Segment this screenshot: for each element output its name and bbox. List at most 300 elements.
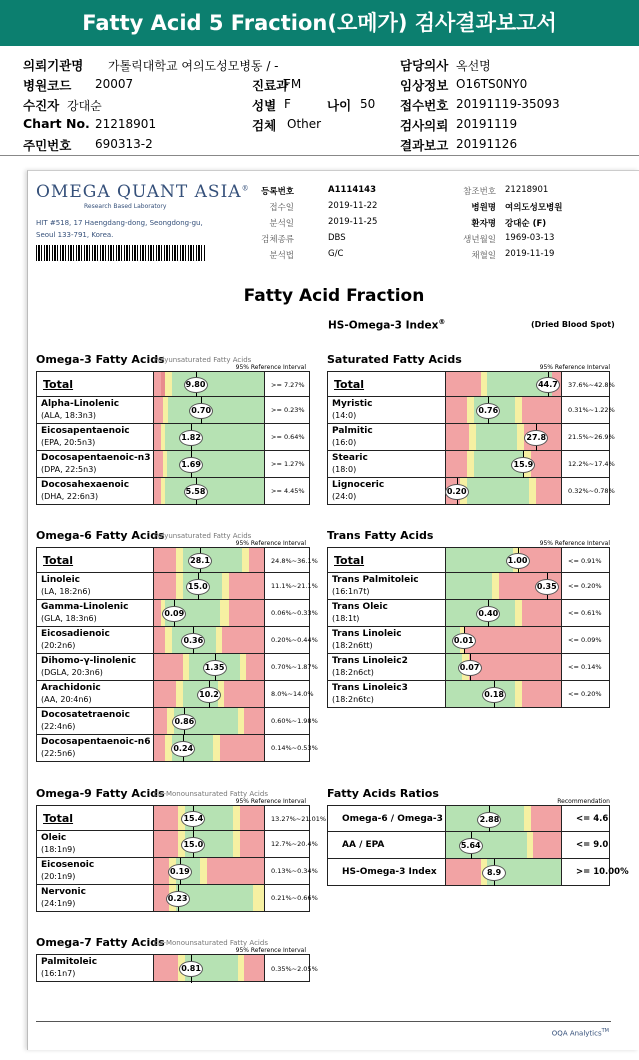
row-name: Trans Linoleic bbox=[332, 629, 402, 639]
meta-label: 분석일 bbox=[269, 219, 294, 229]
bar-zone bbox=[469, 424, 476, 450]
patient-label: 병원코드 bbox=[23, 78, 72, 93]
bar-zone bbox=[533, 832, 561, 858]
row-total-label: Total bbox=[43, 554, 74, 567]
lab-logo bbox=[36, 182, 250, 202]
reference-interval-label: 95% Reference Interval bbox=[235, 798, 306, 805]
value-bubble: 1.82 bbox=[179, 430, 203, 446]
bar-zone bbox=[154, 735, 165, 761]
bar-zone bbox=[244, 955, 264, 981]
patient-value: 20191119-35093 bbox=[456, 97, 560, 111]
patient-label: 나이 bbox=[327, 98, 352, 113]
reference-range: 13.27%~21.01% bbox=[271, 814, 327, 823]
bar-zone bbox=[467, 397, 474, 423]
value-bubble: 44.7 bbox=[536, 377, 560, 393]
value-bubble: 10.2 bbox=[197, 687, 221, 703]
meta-value: A1114143 bbox=[328, 185, 376, 195]
lab-trademark: ® bbox=[241, 184, 250, 193]
value-bubble: 9.80 bbox=[184, 377, 208, 393]
dbs-label: (Dried Blood Spot) bbox=[531, 320, 615, 329]
value-bubble: 0.07 bbox=[458, 660, 482, 676]
fatty-acid-row bbox=[36, 451, 310, 478]
meta-label: 병원명 bbox=[471, 203, 496, 213]
bar-zone bbox=[517, 424, 524, 450]
lab-name: OMEGA QUANT ASIA bbox=[36, 182, 242, 202]
patient-value: 강대순 bbox=[67, 99, 102, 113]
bar-zone bbox=[154, 600, 161, 626]
meta-value: 2019-11-22 bbox=[328, 201, 378, 211]
bar-zone bbox=[242, 548, 249, 572]
patient-value: 가톨릭대학교 여의도성모병동 / - bbox=[108, 59, 279, 73]
section-subtitle: cis-Monounsaturated Fatty Acids bbox=[154, 790, 268, 798]
bar-zone bbox=[446, 548, 513, 572]
section-title: Omega-7 Fatty Acids bbox=[36, 936, 165, 949]
bar-zone bbox=[154, 831, 178, 857]
value-bubble: 2.88 bbox=[477, 812, 501, 828]
patient-label: 임상정보 bbox=[400, 78, 449, 93]
bar-zone bbox=[220, 735, 264, 761]
reference-bar bbox=[445, 806, 562, 831]
reference-bar bbox=[445, 397, 562, 423]
bar-zone bbox=[467, 478, 529, 504]
barcode bbox=[36, 245, 206, 261]
row-total-label: Total bbox=[334, 378, 365, 391]
bar-zone bbox=[244, 708, 264, 734]
bar-zone bbox=[469, 654, 561, 680]
patient-label: 주민번호 bbox=[23, 138, 72, 153]
bar-zone bbox=[216, 627, 223, 653]
row-subname: (18:1n9) bbox=[41, 845, 76, 854]
row-name: Eicosadienoic bbox=[41, 629, 110, 639]
lab-tagline: Research Based Laboratory bbox=[84, 203, 167, 210]
row-total-label: Total bbox=[43, 812, 74, 825]
value-bubble: 0.23 bbox=[166, 891, 190, 907]
row-name: Dihomo-γ-linolenic bbox=[41, 656, 137, 666]
row-name: Docosapentaenoic-n6 bbox=[41, 737, 151, 747]
value-bubble: 0.24 bbox=[171, 741, 195, 757]
fatty-acid-row bbox=[327, 627, 610, 654]
value-bubble: 5.64 bbox=[459, 838, 483, 854]
bar-zone bbox=[207, 858, 264, 884]
bar-zone bbox=[220, 600, 229, 626]
fatty-acid-row bbox=[36, 424, 310, 451]
reference-bar bbox=[153, 424, 265, 450]
section-title: Omega-6 Fatty Acids bbox=[36, 529, 165, 542]
bar-zone bbox=[233, 806, 240, 830]
fatty-acid-row bbox=[327, 573, 610, 600]
bar-zone bbox=[446, 397, 467, 423]
bar-zone bbox=[238, 955, 245, 981]
patient-value: 690313-2 bbox=[95, 137, 153, 151]
fatty-acid-row bbox=[36, 573, 318, 600]
row-name: Docosahexaenoic bbox=[41, 480, 130, 490]
row-subname: (DHA, 22:6n3) bbox=[41, 492, 99, 501]
row-name: Docosapentaenoic-n3 bbox=[41, 453, 151, 463]
bar-zone bbox=[522, 681, 561, 707]
fatty-acid-row bbox=[36, 735, 318, 762]
meta-value: G/C bbox=[328, 249, 344, 259]
value-bubble: 15.9 bbox=[511, 457, 535, 473]
reference-range: 11.1%~21.1% bbox=[271, 582, 318, 590]
bar-zone bbox=[253, 885, 264, 911]
value-bubble: 0.36 bbox=[181, 633, 205, 649]
reference-range: 24.8%~36.1% bbox=[271, 556, 318, 565]
row-name: Linoleic bbox=[41, 575, 81, 585]
fatty-acid-row bbox=[327, 654, 610, 681]
reference-range: <= 0.20% bbox=[568, 690, 602, 698]
bar-zone bbox=[154, 451, 163, 477]
value-bubble: 1.35 bbox=[203, 660, 227, 676]
fatty-acid-row bbox=[327, 397, 615, 424]
patient-value: 20191126 bbox=[456, 137, 518, 151]
value-bubble: 0.19 bbox=[168, 864, 192, 880]
reference-bar bbox=[153, 806, 265, 830]
row-name: Docosatetraenoic bbox=[41, 710, 130, 720]
lab-address-2: Seoul 133-791, Korea. bbox=[36, 231, 114, 239]
row-subname: (24:1n9) bbox=[41, 899, 76, 908]
row-subname: (22:5n6) bbox=[41, 749, 76, 758]
row-name: Trans Linoleic2 bbox=[332, 656, 408, 666]
meta-value: DBS bbox=[328, 233, 346, 243]
fatty-acid-row bbox=[327, 547, 610, 573]
bar-zone bbox=[183, 654, 190, 680]
reference-range: <= 9.0 bbox=[576, 840, 609, 850]
reference-range: <= 0.91% bbox=[568, 556, 602, 565]
bar-zone bbox=[240, 806, 264, 830]
patient-value: Other bbox=[287, 117, 322, 131]
patient-label: 접수번호 bbox=[400, 98, 449, 113]
reference-bar bbox=[153, 627, 265, 653]
fatty-acid-row bbox=[327, 600, 610, 627]
meta-value: 2019-11-19 bbox=[505, 249, 555, 259]
fatty-acid-row bbox=[36, 858, 318, 885]
bar-zone bbox=[154, 654, 183, 680]
bar-zone bbox=[446, 573, 492, 599]
value-bubble: 0.20 bbox=[445, 484, 469, 500]
reference-interval-label: 95% Reference Interval bbox=[539, 540, 610, 547]
value-bubble: 28.1 bbox=[188, 553, 212, 569]
reference-range: 0.21%~0.66% bbox=[271, 894, 318, 902]
row-name: Lignoceric bbox=[332, 480, 385, 490]
bar-zone bbox=[154, 478, 161, 504]
row-name: Arachidonic bbox=[41, 683, 101, 693]
section-subtitle: Polyunsaturated Fatty Acids bbox=[154, 356, 252, 364]
reference-range: >= 4.45% bbox=[271, 487, 305, 495]
reference-range: 12.7%~20.4% bbox=[271, 840, 318, 848]
fatty-acid-row bbox=[36, 805, 327, 831]
row-subname: (ALA, 18:3n3) bbox=[41, 411, 97, 420]
bar-zone bbox=[154, 806, 178, 830]
value-bubble: 15.0 bbox=[181, 837, 205, 853]
bar-zone bbox=[154, 372, 161, 396]
bar-zone bbox=[481, 372, 488, 396]
row-subname: (AA, 20:4n6) bbox=[41, 695, 92, 704]
bar-zone bbox=[240, 831, 264, 857]
row-name: Stearic bbox=[332, 453, 368, 463]
patient-value: 50 bbox=[360, 97, 376, 111]
reference-range: 0.70%~1.87% bbox=[271, 663, 318, 671]
patient-value: 옥선명 bbox=[456, 59, 491, 73]
fatty-acid-row bbox=[327, 424, 615, 451]
patient-value: O16TS0NY0 bbox=[456, 77, 528, 91]
bar-zone bbox=[531, 451, 561, 477]
fatty-acid-row bbox=[36, 371, 310, 397]
bar-zone bbox=[229, 573, 264, 599]
bar-zone bbox=[476, 424, 517, 450]
footer-divider bbox=[36, 1021, 611, 1022]
fatty-acid-row bbox=[36, 397, 310, 424]
row-name: Trans Palmitoleic bbox=[332, 575, 419, 585]
row-subname: (14:0) bbox=[332, 411, 357, 420]
bar-zone bbox=[527, 832, 534, 858]
bar-zone bbox=[222, 573, 229, 599]
reference-bar bbox=[153, 478, 265, 504]
patient-label: 의뢰기관명 bbox=[23, 58, 84, 73]
value-bubble: 0.18 bbox=[482, 687, 506, 703]
reference-range: 21.5%~26.9% bbox=[568, 433, 615, 441]
meta-label: 분석법 bbox=[269, 251, 294, 261]
bar-zone bbox=[240, 654, 247, 680]
bar-zone bbox=[154, 708, 167, 734]
bar-zone bbox=[176, 548, 183, 572]
value-bubble: 27.8 bbox=[524, 430, 548, 446]
meta-label: 검체종류 bbox=[261, 235, 294, 245]
reference-range: 0.14%~0.53% bbox=[271, 744, 318, 752]
row-subname: (LA, 18:2n6) bbox=[41, 587, 91, 596]
reference-bar bbox=[153, 955, 265, 981]
row-total-label: Total bbox=[43, 378, 74, 391]
meta-label: 환자명 bbox=[471, 219, 496, 229]
row-subname: (18:2n6ct) bbox=[332, 668, 374, 677]
bar-zone bbox=[176, 681, 183, 707]
reference-range: 12.2%~17.4% bbox=[568, 460, 615, 468]
patient-label: 결과보고 bbox=[400, 138, 449, 153]
reference-range: <= 0.14% bbox=[568, 663, 602, 671]
row-subname: (20:1n9) bbox=[41, 872, 76, 881]
section-subtitle: Polyunsaturated Fatty Acids bbox=[154, 532, 252, 540]
meta-value: 여의도성모병원 bbox=[505, 203, 563, 213]
row-subname: (24:0) bbox=[332, 492, 357, 501]
bar-zone bbox=[222, 627, 264, 653]
row-name: Eicosenoic bbox=[41, 860, 95, 870]
patient-value: 20191119 bbox=[456, 117, 518, 131]
reference-range: 0.35%~2.05% bbox=[271, 964, 318, 973]
bar-zone bbox=[165, 372, 172, 396]
bar-zone bbox=[446, 424, 469, 450]
reference-bar bbox=[445, 600, 562, 626]
meta-label: 등록번호 bbox=[261, 187, 294, 197]
bar-zone bbox=[467, 451, 474, 477]
value-bubble: 1.69 bbox=[179, 457, 203, 473]
reference-range: <= 0.20% bbox=[568, 582, 602, 590]
reference-range: >= 1.27% bbox=[271, 460, 305, 468]
row-name: Alpha-Linolenic bbox=[41, 399, 120, 409]
row-subname: (22:4n6) bbox=[41, 722, 76, 731]
footer-brand bbox=[552, 1028, 609, 1037]
row-name: Trans Linoleic3 bbox=[332, 683, 408, 693]
fatty-acid-row bbox=[36, 654, 318, 681]
bar-zone bbox=[446, 859, 481, 885]
meta-label: 채혈일 bbox=[471, 251, 496, 261]
bar-zone bbox=[165, 478, 264, 504]
row-total-label: Total bbox=[334, 554, 365, 567]
row-subname: (DGLA, 20:3n6) bbox=[41, 668, 103, 677]
value-bubble: 0.70 bbox=[189, 403, 213, 419]
reference-interval-label: Recommendation bbox=[557, 798, 610, 805]
reference-range: >= 0.64% bbox=[271, 433, 305, 441]
value-bubble: 0.76 bbox=[476, 403, 500, 419]
index-title-mark: ® bbox=[438, 318, 446, 326]
reference-bar bbox=[153, 372, 265, 396]
row-name: Palmitoleic bbox=[41, 957, 98, 967]
patient-label: 수진자 bbox=[23, 98, 60, 113]
reference-range: 0.31%~1.22% bbox=[568, 406, 615, 414]
meta-value: 21218901 bbox=[505, 185, 549, 195]
section-title: Omega-9 Fatty Acids bbox=[36, 787, 165, 800]
patient-value: 20007 bbox=[95, 77, 134, 91]
reference-interval-label: 95% Reference Interval bbox=[539, 364, 610, 371]
meta-value: 강대순 (F) bbox=[505, 219, 547, 229]
reference-range: 0.60%~1.98% bbox=[271, 717, 318, 725]
fatty-acid-row bbox=[36, 681, 314, 708]
bar-zone bbox=[515, 681, 522, 707]
reference-range: 0.06%~0.33% bbox=[271, 609, 318, 617]
meta-label: 접수일 bbox=[269, 203, 294, 213]
fatty-acid-row bbox=[36, 600, 318, 627]
reference-range: 37.6%~42.8% bbox=[568, 380, 615, 389]
reference-interval-label: 95% Reference Interval bbox=[235, 947, 306, 954]
bar-zone bbox=[529, 478, 536, 504]
bar-zone bbox=[154, 627, 165, 653]
value-bubble: 0.86 bbox=[172, 714, 196, 730]
reference-range: <= 0.61% bbox=[568, 609, 602, 617]
bar-zone bbox=[246, 654, 264, 680]
bar-zone bbox=[213, 735, 220, 761]
bar-zone bbox=[154, 548, 176, 572]
bar-zone bbox=[515, 397, 522, 423]
bar-zone bbox=[238, 708, 245, 734]
row-name: Omega-6 / Omega-3 bbox=[342, 814, 443, 824]
bar-zone bbox=[154, 424, 161, 450]
bar-zone bbox=[154, 955, 178, 981]
row-name: Palmitic bbox=[332, 426, 373, 436]
value-bubble: 1.00 bbox=[506, 553, 530, 569]
section-title: Trans Fatty Acids bbox=[327, 529, 434, 542]
fatty-acid-row bbox=[327, 832, 610, 859]
reference-range: >= 10.00% bbox=[576, 867, 629, 877]
lab-address-1: HIT #518, 17 Haengdang-dong, Seongdong-gu, bbox=[36, 219, 203, 227]
bar-zone bbox=[154, 397, 163, 423]
reference-range: 0.32%~0.78% bbox=[568, 487, 615, 495]
report-header-title: Fatty Acid 5 Fraction(오메가) 검사결과보고서 bbox=[0, 0, 639, 46]
row-name: Eicosapentaenoic bbox=[41, 426, 130, 436]
value-bubble: 8.9 bbox=[482, 865, 506, 881]
patient-label: 담당의사 bbox=[400, 58, 449, 73]
patient-label: 성별 bbox=[252, 98, 277, 113]
row-name: Gamma-Linolenic bbox=[41, 602, 129, 612]
report-title: Fatty Acid Fraction bbox=[243, 286, 425, 306]
row-subname: (18:2n6tt) bbox=[332, 641, 373, 650]
index-title-text: HS-Omega-3 Index bbox=[328, 319, 439, 332]
value-bubble: 15.4 bbox=[181, 811, 205, 827]
bar-zone bbox=[446, 372, 481, 396]
reference-range: >= 7.27% bbox=[271, 380, 305, 389]
reference-bar bbox=[153, 708, 265, 734]
meta-value: 2019-11-25 bbox=[328, 217, 378, 227]
bar-zone bbox=[229, 600, 264, 626]
patient-label: 진료과 bbox=[252, 78, 289, 93]
reference-range: >= 0.23% bbox=[271, 406, 305, 414]
fatty-acid-row bbox=[36, 547, 318, 573]
value-bubble: 15.0 bbox=[186, 579, 210, 595]
bar-zone bbox=[165, 627, 172, 653]
section-title: Fatty Acids Ratios bbox=[327, 787, 439, 800]
reference-bar bbox=[445, 451, 562, 477]
bar-zone bbox=[154, 681, 176, 707]
patient-value: FM bbox=[284, 77, 302, 91]
row-subname: (DPA, 22:5n3) bbox=[41, 465, 97, 474]
row-subname: (16:1n7) bbox=[41, 969, 76, 978]
row-subname: (16:1n7t) bbox=[332, 587, 370, 596]
fatty-acid-row bbox=[36, 708, 318, 735]
bar-zone bbox=[446, 451, 467, 477]
reference-bar bbox=[153, 735, 265, 761]
row-name: Nervonic bbox=[41, 887, 86, 897]
patient-info-table bbox=[0, 50, 639, 156]
fatty-acid-row bbox=[327, 451, 615, 478]
meta-value: 1969-03-13 bbox=[505, 233, 555, 243]
patient-label: Chart No. bbox=[23, 116, 90, 131]
reference-range: 0.20%~0.44% bbox=[271, 636, 318, 644]
fatty-acid-row bbox=[327, 805, 610, 832]
patient-label: 검사의뢰 bbox=[400, 118, 449, 133]
bar-zone bbox=[515, 600, 522, 626]
row-subname: (EPA, 20:5n3) bbox=[41, 438, 96, 447]
fatty-acid-row bbox=[327, 681, 610, 708]
section-title: Omega-3 Fatty Acids bbox=[36, 353, 165, 366]
value-bubble: 0.35 bbox=[535, 579, 559, 595]
reference-interval-label: 95% Reference Interval bbox=[235, 364, 306, 371]
row-name: HS-Omega-3 Index bbox=[342, 867, 437, 877]
reference-bar bbox=[153, 831, 265, 857]
meta-label: 생년월일 bbox=[463, 235, 496, 245]
row-subname: (18:2n6tc) bbox=[332, 695, 374, 704]
bar-zone bbox=[492, 573, 499, 599]
bar-zone bbox=[249, 548, 264, 572]
row-subname: (18:1t) bbox=[332, 614, 360, 623]
value-bubble: 0.81 bbox=[179, 961, 203, 977]
value-bubble: 5.58 bbox=[184, 484, 208, 500]
value-bubble: 0.09 bbox=[162, 606, 186, 622]
reference-interval-label: 95% Reference Interval bbox=[235, 540, 306, 547]
section-title: Saturated Fatty Acids bbox=[327, 353, 462, 366]
row-subname: (GLA, 18:3n6) bbox=[41, 614, 97, 623]
reference-range: <= 4.6 bbox=[576, 814, 609, 824]
bar-zone bbox=[522, 600, 561, 626]
bar-zone bbox=[168, 397, 264, 423]
bar-zone bbox=[536, 478, 561, 504]
patient-value: 21218901 bbox=[95, 117, 157, 131]
footer-text: OQA Analytics bbox=[551, 1029, 602, 1037]
bar-zone bbox=[200, 858, 207, 884]
meta-label: 참조번호 bbox=[463, 187, 496, 197]
fatty-acid-row bbox=[327, 371, 615, 397]
row-name: AA / EPA bbox=[342, 840, 385, 850]
fatty-acid-row bbox=[36, 627, 318, 654]
value-bubble: 0.01 bbox=[452, 633, 476, 649]
reference-range: <= 0.09% bbox=[568, 636, 602, 644]
patient-value: F bbox=[284, 97, 291, 111]
